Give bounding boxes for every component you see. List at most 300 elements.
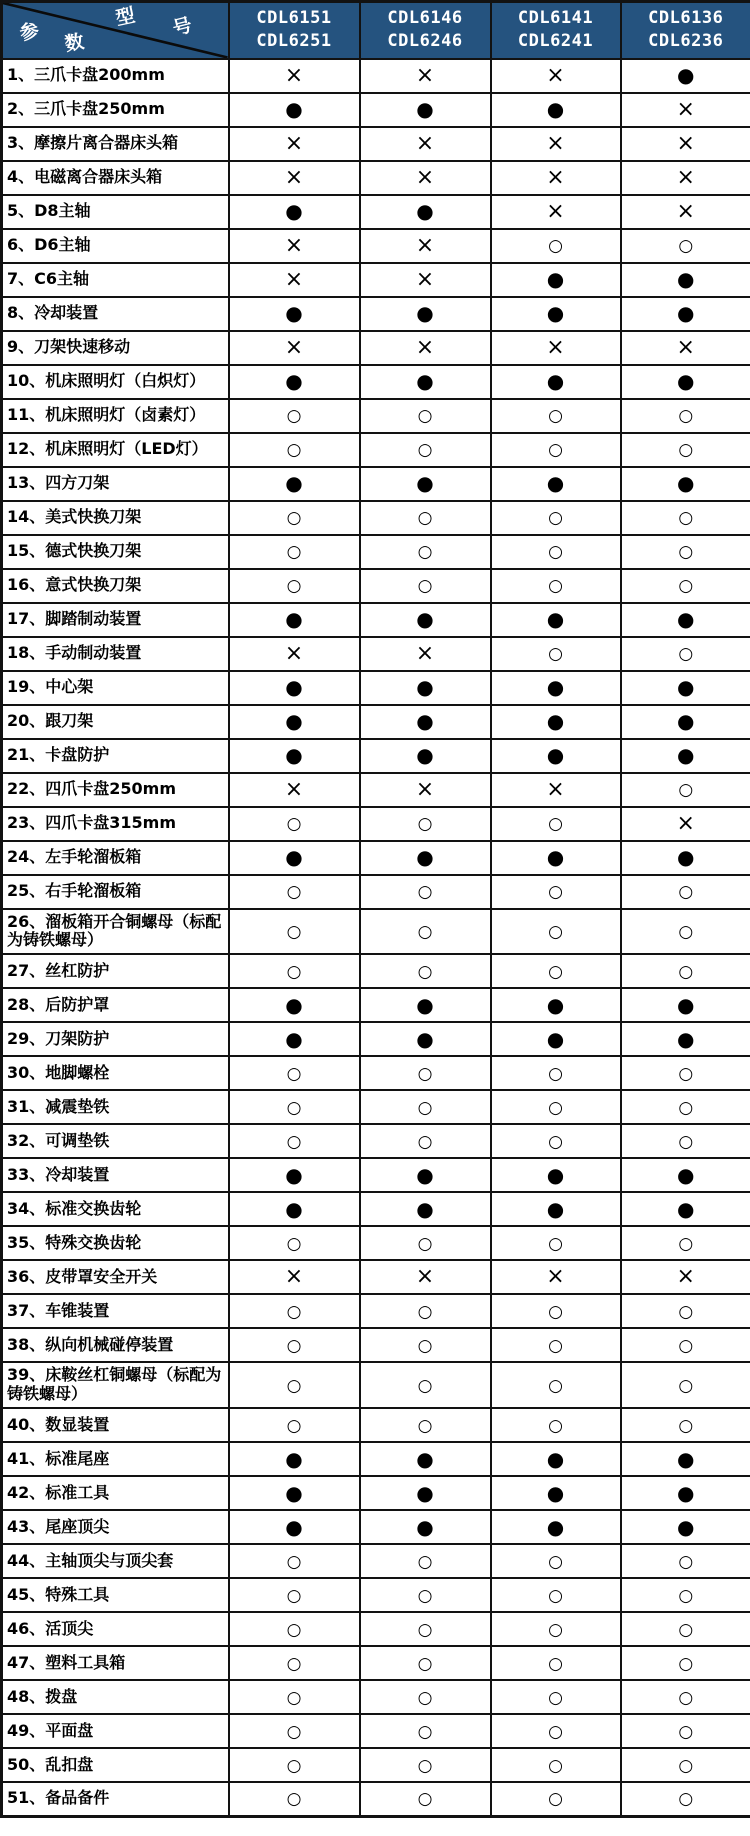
open-circle-symbol: ○ bbox=[678, 236, 694, 256]
symbol-cell bbox=[491, 603, 621, 637]
symbol-cell bbox=[491, 1408, 621, 1442]
symbol-cell bbox=[621, 954, 750, 988]
symbol-cell bbox=[621, 467, 750, 501]
symbol-cell bbox=[360, 1510, 491, 1544]
symbol-cell bbox=[491, 988, 621, 1022]
row-label: 49、平面盘 bbox=[2, 1714, 229, 1748]
table-row bbox=[2, 1226, 750, 1260]
open-circle-symbol: ○ bbox=[678, 1551, 694, 1572]
symbol-cell bbox=[360, 988, 491, 1022]
table-row bbox=[2, 1748, 750, 1782]
table-row bbox=[2, 263, 750, 297]
symbol-cell bbox=[491, 954, 621, 988]
table-row bbox=[2, 1680, 750, 1714]
symbol-cell bbox=[360, 1612, 491, 1646]
row-label: 48、拨盘 bbox=[2, 1680, 229, 1714]
filled-circle-symbol: ● bbox=[285, 607, 303, 631]
open-circle-symbol: ○ bbox=[678, 576, 694, 596]
open-circle-symbol: ○ bbox=[678, 1335, 694, 1356]
symbol-cell bbox=[360, 1158, 491, 1192]
open-circle-symbol: ○ bbox=[417, 1233, 433, 1254]
open-circle-symbol: ○ bbox=[548, 542, 563, 562]
symbol-cell bbox=[229, 433, 360, 467]
symbol-cell bbox=[491, 1748, 621, 1782]
symbol-cell bbox=[229, 1578, 360, 1612]
table-row bbox=[2, 399, 750, 433]
filled-circle-symbol: ● bbox=[546, 992, 565, 1017]
symbol-cell bbox=[621, 1646, 750, 1680]
cross-symbol: × bbox=[415, 232, 435, 258]
symbol-cell bbox=[621, 1056, 750, 1090]
cross-symbol: × bbox=[546, 164, 565, 190]
table-row bbox=[2, 1578, 750, 1612]
open-circle-symbol: ○ bbox=[417, 1585, 433, 1606]
symbol-cell bbox=[360, 365, 491, 399]
table-row bbox=[2, 1544, 750, 1578]
row-label: 15、德式快换刀架 bbox=[2, 535, 229, 569]
symbol-cell bbox=[229, 1362, 360, 1408]
symbol-cell bbox=[229, 195, 360, 229]
symbol-cell bbox=[360, 569, 491, 603]
cross-symbol: × bbox=[546, 1264, 565, 1290]
symbol-cell bbox=[621, 161, 750, 195]
symbol-cell bbox=[491, 297, 621, 331]
symbol-cell bbox=[229, 739, 360, 773]
filled-circle-symbol: ● bbox=[416, 369, 434, 393]
row-label: 12、机床照明灯（LED灯） bbox=[2, 433, 229, 467]
open-circle-symbol: ○ bbox=[678, 1721, 694, 1742]
table-row bbox=[2, 671, 750, 705]
open-circle-symbol: ○ bbox=[548, 961, 563, 982]
cross-symbol: × bbox=[415, 130, 435, 156]
symbol-cell bbox=[491, 807, 621, 841]
open-circle-symbol: ○ bbox=[548, 1721, 563, 1742]
symbol-cell bbox=[491, 127, 621, 161]
symbol-cell bbox=[360, 1714, 491, 1748]
open-circle-symbol: ○ bbox=[286, 1131, 302, 1152]
symbol-cell bbox=[229, 909, 360, 955]
open-circle-symbol: ○ bbox=[286, 1551, 302, 1572]
cross-symbol: × bbox=[284, 640, 304, 666]
table-row bbox=[2, 875, 750, 909]
symbol-cell bbox=[621, 93, 750, 127]
cross-symbol: × bbox=[284, 130, 304, 156]
symbol-cell bbox=[491, 1022, 621, 1056]
row-label: 44、主轴顶尖与顶尖套 bbox=[2, 1544, 229, 1578]
symbol-cell bbox=[360, 59, 491, 93]
open-circle-symbol: ○ bbox=[417, 508, 433, 528]
row-label: 50、乱扣盘 bbox=[2, 1748, 229, 1782]
row-label: 16、意式快换刀架 bbox=[2, 569, 229, 603]
row-label: 41、标准尾座 bbox=[2, 1442, 229, 1476]
row-label: 32、可调垫铁 bbox=[2, 1124, 229, 1158]
open-circle-symbol: ○ bbox=[548, 1653, 563, 1674]
open-circle-symbol: ○ bbox=[548, 1415, 563, 1436]
open-circle-symbol: ○ bbox=[678, 1415, 694, 1436]
symbol-cell bbox=[491, 1124, 621, 1158]
cross-symbol: × bbox=[415, 62, 435, 88]
filled-circle-symbol: ● bbox=[546, 675, 565, 699]
open-circle-symbol: ○ bbox=[286, 921, 302, 942]
open-circle-symbol: ○ bbox=[678, 542, 694, 562]
open-circle-symbol: ○ bbox=[548, 1097, 563, 1118]
model-name-line2: CDL6236 bbox=[648, 31, 724, 52]
row-label: 35、特殊交换齿轮 bbox=[2, 1226, 229, 1260]
cross-symbol: × bbox=[546, 198, 565, 224]
filled-circle-symbol: ● bbox=[546, 1162, 565, 1187]
filled-circle-symbol: ● bbox=[416, 992, 434, 1017]
row-label: 11、机床照明灯（卤素灯） bbox=[2, 399, 229, 433]
open-circle-symbol: ○ bbox=[417, 1097, 433, 1118]
filled-circle-symbol: ● bbox=[285, 1196, 303, 1221]
cross-symbol: × bbox=[284, 232, 304, 258]
symbol-cell bbox=[621, 59, 750, 93]
open-circle-symbol: ○ bbox=[417, 1789, 433, 1810]
table-row bbox=[2, 1056, 750, 1090]
table-row bbox=[2, 535, 750, 569]
symbol-cell bbox=[360, 535, 491, 569]
filled-circle-symbol: ● bbox=[677, 471, 695, 495]
symbol-cell bbox=[229, 1158, 360, 1192]
symbol-cell bbox=[621, 1612, 750, 1646]
open-circle-symbol: ○ bbox=[286, 1653, 302, 1674]
symbol-cell bbox=[621, 773, 750, 807]
symbol-cell bbox=[491, 1646, 621, 1680]
open-circle-symbol: ○ bbox=[286, 814, 302, 834]
filled-circle-symbol: ● bbox=[285, 1162, 303, 1187]
filled-circle-symbol: ● bbox=[677, 301, 695, 325]
table-row bbox=[2, 988, 750, 1022]
symbol-cell bbox=[360, 1408, 491, 1442]
row-label: 27、丝杠防护 bbox=[2, 954, 229, 988]
symbol-cell bbox=[229, 331, 360, 365]
row-label: 13、四方刀架 bbox=[2, 467, 229, 501]
open-circle-symbol: ○ bbox=[678, 1063, 694, 1084]
cross-symbol: × bbox=[546, 62, 565, 88]
filled-circle-symbol: ● bbox=[285, 1514, 303, 1539]
filled-circle-symbol: ● bbox=[416, 1446, 434, 1471]
symbol-cell bbox=[360, 1056, 491, 1090]
symbol-cell bbox=[621, 1328, 750, 1362]
symbol-cell bbox=[491, 841, 621, 875]
table-row bbox=[2, 603, 750, 637]
symbol-cell bbox=[360, 161, 491, 195]
spec-table-body bbox=[2, 59, 750, 1817]
filled-circle-symbol: ● bbox=[546, 743, 565, 767]
open-circle-symbol: ○ bbox=[417, 1619, 433, 1640]
filled-circle-symbol: ● bbox=[677, 992, 695, 1017]
filled-circle-symbol: ● bbox=[546, 1026, 565, 1051]
open-circle-symbol: ○ bbox=[548, 882, 563, 902]
filled-circle-symbol: ● bbox=[285, 1446, 303, 1471]
filled-circle-symbol: ● bbox=[677, 267, 695, 291]
symbol-cell bbox=[229, 1294, 360, 1328]
filled-circle-symbol: ● bbox=[285, 471, 303, 495]
symbol-cell bbox=[360, 739, 491, 773]
filled-circle-symbol: ● bbox=[416, 1196, 434, 1221]
table-row bbox=[2, 705, 750, 739]
symbol-cell bbox=[229, 1090, 360, 1124]
row-label: 9、刀架快速移动 bbox=[2, 331, 229, 365]
open-circle-symbol: ○ bbox=[678, 921, 694, 942]
filled-circle-symbol: ● bbox=[546, 267, 565, 291]
table-row bbox=[2, 1328, 750, 1362]
open-circle-symbol: ○ bbox=[417, 406, 433, 426]
filled-circle-symbol: ● bbox=[546, 1446, 565, 1471]
symbol-cell bbox=[229, 1408, 360, 1442]
model-name-line1: CDL6146 bbox=[387, 8, 463, 29]
symbol-cell bbox=[621, 297, 750, 331]
param-label-char-2: 数 bbox=[63, 30, 86, 56]
table-row bbox=[2, 1646, 750, 1680]
row-label: 5、D8主轴 bbox=[2, 195, 229, 229]
filled-circle-symbol: ● bbox=[677, 675, 695, 699]
symbol-cell bbox=[229, 807, 360, 841]
row-label: 25、右手轮溜板箱 bbox=[2, 875, 229, 909]
filled-circle-symbol: ● bbox=[677, 1514, 695, 1539]
symbol-cell bbox=[621, 739, 750, 773]
table-row bbox=[2, 954, 750, 988]
open-circle-symbol: ○ bbox=[678, 961, 694, 982]
table-row bbox=[2, 161, 750, 195]
row-label: 8、冷却装置 bbox=[2, 297, 229, 331]
open-circle-symbol: ○ bbox=[417, 1335, 433, 1356]
symbol-cell bbox=[229, 705, 360, 739]
filled-circle-symbol: ● bbox=[416, 199, 434, 223]
symbol-cell bbox=[491, 875, 621, 909]
symbol-cell bbox=[360, 841, 491, 875]
symbol-cell bbox=[229, 1442, 360, 1476]
symbol-cell bbox=[360, 954, 491, 988]
model-name-line2: CDL6246 bbox=[387, 31, 463, 52]
symbol-cell bbox=[229, 988, 360, 1022]
symbol-cell bbox=[360, 1646, 491, 1680]
symbol-cell bbox=[491, 739, 621, 773]
open-circle-symbol: ○ bbox=[548, 644, 563, 664]
symbol-cell bbox=[621, 988, 750, 1022]
table-row bbox=[2, 365, 750, 399]
symbol-cell bbox=[491, 161, 621, 195]
table-row bbox=[2, 739, 750, 773]
symbol-cell bbox=[229, 59, 360, 93]
symbol-cell bbox=[621, 399, 750, 433]
cross-symbol: × bbox=[546, 334, 565, 360]
row-label: 19、中心架 bbox=[2, 671, 229, 705]
row-label: 14、美式快换刀架 bbox=[2, 501, 229, 535]
symbol-cell bbox=[229, 365, 360, 399]
open-circle-symbol: ○ bbox=[548, 1551, 563, 1572]
filled-circle-symbol: ● bbox=[677, 1446, 695, 1471]
symbol-cell bbox=[491, 331, 621, 365]
symbol-cell bbox=[491, 1782, 621, 1816]
open-circle-symbol: ○ bbox=[286, 576, 302, 596]
symbol-cell bbox=[491, 1578, 621, 1612]
symbol-cell bbox=[360, 1090, 491, 1124]
symbol-cell bbox=[491, 671, 621, 705]
table-row bbox=[2, 807, 750, 841]
table-row bbox=[2, 93, 750, 127]
symbol-cell bbox=[491, 467, 621, 501]
symbol-cell bbox=[621, 229, 750, 263]
row-label: 39、床鞍丝杠铜螺母（标配为铸铁螺母） bbox=[2, 1362, 229, 1408]
filled-circle-symbol: ● bbox=[285, 97, 303, 121]
symbol-cell bbox=[360, 773, 491, 807]
symbol-cell bbox=[621, 705, 750, 739]
open-circle-symbol: ○ bbox=[678, 1789, 694, 1810]
filled-circle-symbol: ● bbox=[285, 845, 303, 869]
open-circle-symbol: ○ bbox=[286, 1721, 302, 1742]
symbol-cell bbox=[229, 161, 360, 195]
open-circle-symbol: ○ bbox=[548, 1375, 563, 1396]
filled-circle-symbol: ● bbox=[285, 1026, 303, 1051]
row-label: 47、塑料工具箱 bbox=[2, 1646, 229, 1680]
symbol-cell bbox=[360, 1260, 491, 1294]
cross-symbol: × bbox=[676, 334, 695, 360]
row-label: 22、四爪卡盘250mm bbox=[2, 773, 229, 807]
symbol-cell bbox=[491, 263, 621, 297]
filled-circle-symbol: ● bbox=[416, 1480, 434, 1505]
symbol-cell bbox=[621, 365, 750, 399]
symbol-cell bbox=[491, 1056, 621, 1090]
open-circle-symbol: ○ bbox=[678, 644, 694, 664]
symbol-cell bbox=[491, 229, 621, 263]
open-circle-symbol: ○ bbox=[678, 1619, 694, 1640]
row-label: 31、减震垫铁 bbox=[2, 1090, 229, 1124]
table-row bbox=[2, 1362, 750, 1408]
diagonal-header-cell bbox=[2, 2, 229, 59]
cross-symbol: × bbox=[676, 198, 695, 224]
symbol-cell bbox=[360, 1192, 491, 1226]
row-label: 36、皮带罩安全开关 bbox=[2, 1260, 229, 1294]
symbol-cell bbox=[621, 1408, 750, 1442]
row-label: 1、三爪卡盘200mm bbox=[2, 59, 229, 93]
column-header-cdl6151 bbox=[229, 2, 360, 59]
table-row bbox=[2, 229, 750, 263]
symbol-cell bbox=[229, 501, 360, 535]
symbol-cell bbox=[360, 127, 491, 161]
symbol-cell bbox=[229, 1680, 360, 1714]
open-circle-symbol: ○ bbox=[678, 1687, 694, 1708]
cross-symbol: × bbox=[676, 130, 695, 156]
symbol-cell bbox=[229, 535, 360, 569]
open-circle-symbol: ○ bbox=[286, 1335, 302, 1356]
symbol-cell bbox=[491, 1226, 621, 1260]
symbol-cell bbox=[621, 1782, 750, 1816]
filled-circle-symbol: ● bbox=[546, 97, 565, 121]
symbol-cell bbox=[621, 501, 750, 535]
filled-circle-symbol: ● bbox=[677, 1196, 695, 1221]
open-circle-symbol: ○ bbox=[286, 1063, 302, 1084]
symbol-cell bbox=[491, 1442, 621, 1476]
table-row bbox=[2, 195, 750, 229]
header-row bbox=[2, 2, 750, 59]
symbol-cell bbox=[360, 1442, 491, 1476]
param-label-char-1: 参 bbox=[17, 19, 42, 45]
row-label: 18、手动制动装置 bbox=[2, 637, 229, 671]
row-label: 33、冷却装置 bbox=[2, 1158, 229, 1192]
open-circle-symbol: ○ bbox=[548, 1233, 563, 1254]
filled-circle-symbol: ● bbox=[677, 845, 695, 869]
symbol-cell bbox=[621, 637, 750, 671]
model-name-line2: CDL6251 bbox=[256, 31, 332, 52]
symbol-cell bbox=[621, 1294, 750, 1328]
table-row bbox=[2, 1192, 750, 1226]
open-circle-symbol: ○ bbox=[417, 921, 433, 942]
symbol-cell bbox=[491, 909, 621, 955]
filled-circle-symbol: ● bbox=[416, 675, 434, 699]
cross-symbol: × bbox=[676, 810, 695, 836]
open-circle-symbol: ○ bbox=[548, 1619, 563, 1640]
symbol-cell bbox=[491, 535, 621, 569]
cross-symbol: × bbox=[415, 776, 435, 802]
open-circle-symbol: ○ bbox=[286, 1789, 302, 1810]
symbol-cell bbox=[621, 1578, 750, 1612]
symbol-cell bbox=[621, 1362, 750, 1408]
row-label: 45、特殊工具 bbox=[2, 1578, 229, 1612]
symbol-cell bbox=[621, 1476, 750, 1510]
symbol-cell bbox=[229, 954, 360, 988]
filled-circle-symbol: ● bbox=[285, 1480, 303, 1505]
filled-circle-symbol: ● bbox=[677, 709, 695, 733]
filled-circle-symbol: ● bbox=[677, 743, 695, 767]
filled-circle-symbol: ● bbox=[546, 845, 565, 869]
symbol-cell bbox=[491, 1090, 621, 1124]
symbol-cell bbox=[229, 1192, 360, 1226]
table-row bbox=[2, 1408, 750, 1442]
row-label: 34、标准交换齿轮 bbox=[2, 1192, 229, 1226]
open-circle-symbol: ○ bbox=[548, 1063, 563, 1084]
symbol-cell bbox=[360, 1476, 491, 1510]
symbol-cell bbox=[229, 1056, 360, 1090]
symbol-cell bbox=[229, 467, 360, 501]
symbol-cell bbox=[360, 705, 491, 739]
table-row bbox=[2, 1294, 750, 1328]
filled-circle-symbol: ● bbox=[416, 471, 434, 495]
open-circle-symbol: ○ bbox=[548, 1789, 563, 1810]
filled-circle-symbol: ● bbox=[416, 607, 434, 631]
symbol-cell bbox=[360, 603, 491, 637]
symbol-cell bbox=[621, 841, 750, 875]
symbol-cell bbox=[491, 501, 621, 535]
symbol-cell bbox=[360, 1226, 491, 1260]
row-label: 46、活顶尖 bbox=[2, 1612, 229, 1646]
symbol-cell bbox=[360, 1294, 491, 1328]
symbol-cell bbox=[360, 1680, 491, 1714]
cross-symbol: × bbox=[284, 1264, 304, 1290]
filled-circle-symbol: ● bbox=[285, 199, 303, 223]
open-circle-symbol: ○ bbox=[548, 814, 563, 834]
symbol-cell bbox=[621, 1226, 750, 1260]
filled-circle-symbol: ● bbox=[285, 709, 303, 733]
open-circle-symbol: ○ bbox=[678, 1301, 694, 1322]
symbol-cell bbox=[229, 603, 360, 637]
table-row bbox=[2, 773, 750, 807]
table-row bbox=[2, 569, 750, 603]
row-label: 42、标准工具 bbox=[2, 1476, 229, 1510]
symbol-cell bbox=[491, 1714, 621, 1748]
symbol-cell bbox=[491, 1158, 621, 1192]
symbol-cell bbox=[621, 1748, 750, 1782]
symbol-cell bbox=[621, 1158, 750, 1192]
symbol-cell bbox=[229, 93, 360, 127]
symbol-cell bbox=[229, 1714, 360, 1748]
cross-symbol: × bbox=[415, 266, 435, 292]
row-label: 28、后防护罩 bbox=[2, 988, 229, 1022]
filled-circle-symbol: ● bbox=[546, 607, 565, 631]
symbol-cell bbox=[229, 229, 360, 263]
table-row bbox=[2, 1022, 750, 1056]
filled-circle-symbol: ● bbox=[677, 607, 695, 631]
